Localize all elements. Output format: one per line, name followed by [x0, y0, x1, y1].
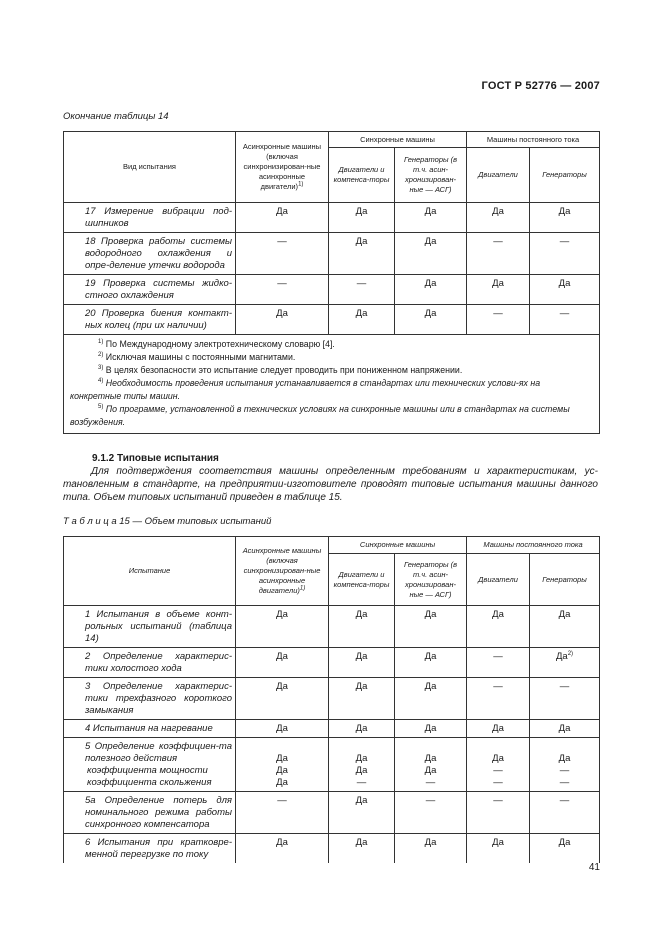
footnote: $^{5)}$ По программе, установленной в технических условиях на синхронные машины или в стандартах на системы возбуждения.	[70, 404, 570, 427]
table-14	[63, 131, 600, 434]
table-row: 5а Определение потерь для номинального режима работы синхронного компенсатора — Да — — —	[64, 792, 600, 834]
section-heading: 9.1.2 Типовые испытания	[92, 453, 219, 464]
table-row: 20 Проверка биения контакт-ных колец (при их наличии) Да Да Да — —	[64, 305, 600, 335]
header-dc-generators: Генераторы	[530, 554, 600, 606]
footnote: $^{4)}$ Необходимость проведения испытания устанавливается в стандартах или технических услови-ях на конкретные типы машин.	[70, 378, 541, 401]
page-number: 41	[588, 862, 600, 873]
table-15	[63, 536, 600, 863]
header-sync-group: Синхронные машины	[329, 132, 467, 148]
footnote: $^{1)}$ По Международному электротехническому словарю [4].	[98, 339, 335, 349]
header-dc-generators: Генераторы	[530, 148, 600, 203]
table-row: 5 Определение коэффициен-та полезного действия коэффициента мощности коэффициента скольжения Да Да Да Да Да — Да Да — Да — — Да — —	[64, 738, 600, 792]
table-row: 19 Проверка системы жидко-стного охлаждения — — Да Да Да	[64, 275, 600, 305]
header-sync-generators: Генераторы (в т.ч. асин-хронизирован-ные — АСГ)	[395, 554, 467, 606]
table-row: 4 Испытания на нагревание Да Да Да Да Да	[64, 720, 600, 738]
header-async: Асинхронные машины (включая синхронизирован-ные асинхронные двигатели)$^{1)}$	[236, 132, 329, 203]
table-row: 17 Измерение вибрации под-шипников Да Да Да Да Да	[64, 203, 600, 233]
header-dc-motors: Двигатели	[467, 554, 530, 606]
table14-caption: Окончание таблицы 14	[63, 111, 169, 122]
document-id: ГОСТ Р 52776 — 2007	[481, 80, 600, 92]
table-row: 2 Определение характерис-тики холостого хода Да Да Да — $Да^{2)}$	[64, 648, 600, 678]
table-row: 18 Проверка работы системы водородного охлаждения и опре-деление утечки водорода — Да Да — —	[64, 233, 600, 275]
table-notes	[64, 335, 600, 434]
table-row: 1 Испытания в объеме конт-рольных испытаний (таблица 14) Да Да Да Да Да	[64, 606, 600, 648]
header-sync-motors: Двигатели и компенса-торы	[329, 148, 395, 203]
table-row: 3 Определение характерис-тики трехфазного короткого замыкания Да Да Да — —	[64, 678, 600, 720]
table-row: 6 Испытания при кратковре-менной перегрузке по току Да Да Да Да Да	[64, 834, 600, 864]
header-dc-motors: Двигатели	[467, 148, 530, 203]
section-paragraph: Для подтверждения соответствия машины определенным требованиям и характеристикам, ус-тановленным в стандарте, на предприятии-изготовителе проводят типовые испытания машины данного типа. Объем типовых испытаний приведен в таблице 15.	[63, 466, 598, 503]
table-notes-row	[64, 335, 600, 434]
table15-caption: Т а б л и ц а 15 — Объем типовых испытаний	[63, 516, 272, 527]
header-sync-motors: Двигатели и компенса-торы	[329, 554, 395, 606]
footnote: $^{2)}$ Исключая машины с постоянными магнитами.	[98, 352, 296, 362]
footnote: $^{3)}$ В целях безопасности это испытание следует проводить при пониженном напряжении.	[98, 365, 463, 375]
header-sync-generators: Генераторы (в т.ч. асин-хронизирован-ные — АСГ)	[395, 148, 467, 203]
header-dc-group: Машины постоянного тока	[467, 132, 600, 148]
header-test: Испытание	[64, 537, 236, 606]
header-dc-group: Машины постоянного тока	[467, 537, 600, 554]
header-sync-group: Синхронные машины	[329, 537, 467, 554]
header-async: Асинхронные машины (включая синхронизирован-ные асинхронные двигатели)$^{1)}$	[236, 537, 329, 606]
header-test-type: Вид испытания	[64, 132, 236, 203]
